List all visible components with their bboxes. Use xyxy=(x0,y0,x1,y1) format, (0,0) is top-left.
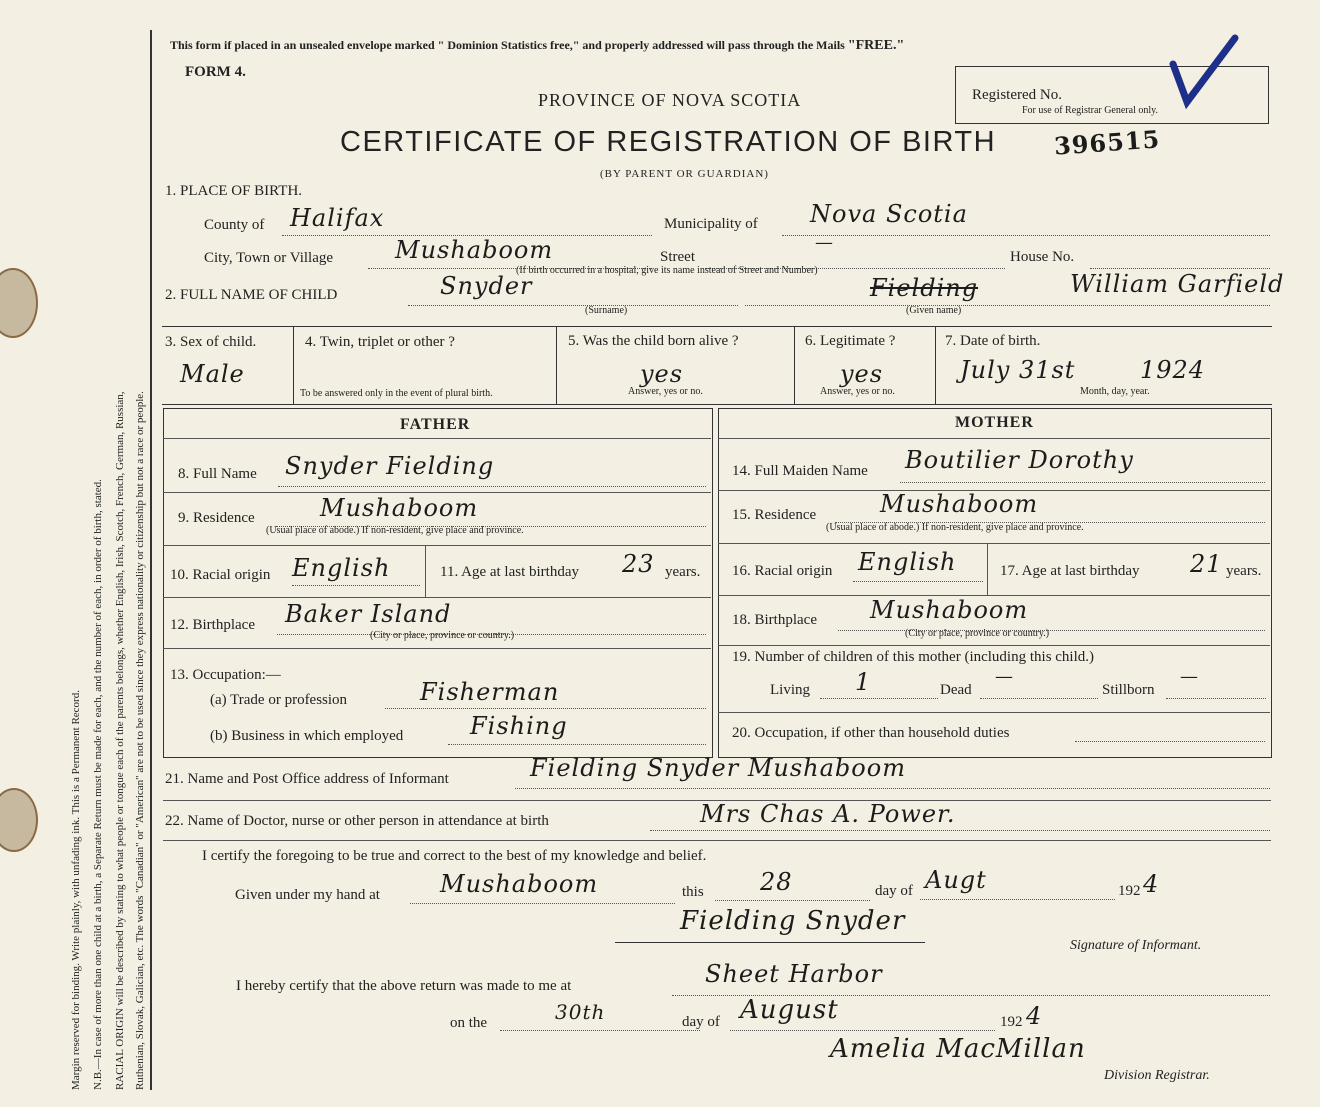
twin-note: To be answered only in the event of plural birth. xyxy=(300,388,493,399)
legitimate-label: 6. Legitimate ? xyxy=(805,333,896,349)
mother-sep-6 xyxy=(718,712,1270,713)
province-heading: PROVINCE OF NOVA SCOTIA xyxy=(538,90,802,110)
given-name-caption: (Given name) xyxy=(906,305,962,316)
father-sep-2 xyxy=(163,492,711,493)
father-name-line xyxy=(278,486,706,487)
father-racial-value: English xyxy=(292,554,391,582)
living-value: 1 xyxy=(855,668,872,696)
return-day-of-label: day of xyxy=(682,1014,720,1030)
father-sep-3 xyxy=(163,545,711,546)
mother-birthplace-label: 18. Birthplace xyxy=(732,612,817,628)
father-birthplace-note: (City or place, province or country.) xyxy=(370,630,515,641)
father-occupation-label: 13. Occupation:— xyxy=(170,667,281,683)
twin-label: 4. Twin, triplet or other ? xyxy=(305,334,455,350)
father-business-label: (b) Business in which employed xyxy=(210,728,404,744)
stillborn-line xyxy=(1166,698,1266,699)
informant-line xyxy=(515,788,1270,789)
mother-children-label: 19. Number of children of this mother (including this child.) xyxy=(732,649,1095,665)
county-value: Halifax xyxy=(290,204,385,232)
return-month-value: August xyxy=(740,995,839,1025)
father-business-value: Fishing xyxy=(470,712,568,740)
municipality-line xyxy=(782,235,1270,236)
informant-signature-underline xyxy=(615,942,925,943)
dead-label: Dead xyxy=(940,682,972,698)
given-place-value: Mushaboom xyxy=(440,870,599,898)
surname-caption: (Surname) xyxy=(585,305,628,316)
house-label: House No. xyxy=(1010,249,1075,265)
this-label: this xyxy=(682,884,704,900)
row-div-4 xyxy=(935,326,936,404)
county-label: County of xyxy=(204,217,265,233)
informant-signature-caption: Signature of Informant. xyxy=(1070,938,1202,953)
mother-age-value: 21 xyxy=(1190,550,1223,578)
doctor-line xyxy=(650,830,1270,831)
mother-birthplace-line xyxy=(838,630,1265,631)
mail-note-text: This form if placed in an unsealed envelope marked " Dominion Statistics free," and properly addressed will pass through the Mails xyxy=(170,38,848,52)
alive-label: 5. Was the child born alive ? xyxy=(568,333,739,349)
return-month-line xyxy=(730,1030,995,1031)
margin-rule xyxy=(150,30,152,1090)
mother-sep-1 xyxy=(718,438,1270,439)
registrar-caption: Division Registrar. xyxy=(1104,1068,1210,1083)
dob-label: 7. Date of birth. xyxy=(945,333,1041,349)
father-sep-1 xyxy=(163,438,711,439)
father-age-unit: years. xyxy=(665,564,701,580)
day-value: 28 xyxy=(760,868,793,896)
check-mark-icon xyxy=(1165,34,1245,114)
given-label: Given under my hand at xyxy=(235,887,380,903)
margin-note-2: N.B.—In case of more than one child at a birth, a Separate Return must be made for each, and the number of each, in order of birth, stated. xyxy=(92,479,104,1090)
legitimate-value: yes xyxy=(840,360,884,388)
father-trade-label: (a) Trade or profession xyxy=(210,692,348,708)
living-label: Living xyxy=(770,682,810,698)
father-residence-note: (Usual place of abode.) If non-resident, give place and province. xyxy=(266,525,524,536)
day-of-label: day of xyxy=(875,883,913,899)
dob-value: July 31st xyxy=(960,356,1076,384)
father-business-line xyxy=(448,744,706,745)
father-residence-value: Mushaboom xyxy=(320,494,479,522)
mother-heading: MOTHER xyxy=(955,414,1034,431)
father-age-label: 11. Age at last birthday xyxy=(440,564,579,580)
sex-label: 3. Sex of child. xyxy=(165,334,257,350)
alive-value: yes xyxy=(640,360,684,388)
stillborn-label: Stillborn xyxy=(1102,682,1155,698)
father-birthplace-value: Baker Island xyxy=(285,600,452,628)
alive-note: Answer, yes or no. xyxy=(628,386,703,397)
father-name-label: 8. Full Name xyxy=(178,466,257,482)
year-prefix: 192 xyxy=(1118,883,1141,899)
given-name-line xyxy=(745,305,1270,306)
father-heading: FATHER xyxy=(400,416,471,433)
street-value: — xyxy=(815,232,834,253)
row-div-1 xyxy=(293,326,294,404)
informant-label: 21. Name and Post Office address of Informant xyxy=(165,771,449,787)
registrar-use-note: For use of Registrar General only. xyxy=(1022,105,1158,116)
dob-year: 1924 xyxy=(1140,356,1206,384)
month-line xyxy=(920,899,1115,900)
child-name-label: 2. FULL NAME OF CHILD xyxy=(165,287,338,303)
margin-note-3: RACIAL ORIGIN will be described by stating to what people or tongue each of the parents belongs, whether English, Irish, Scotch, French, German, Russian, xyxy=(114,391,126,1090)
mother-racial-value: English xyxy=(858,548,957,576)
father-trade-value: Fisherman xyxy=(420,678,560,706)
certificate-title: CERTIFICATE OF REGISTRATION OF BIRTH xyxy=(340,126,997,158)
return-year-suffix: 4 xyxy=(1026,1002,1043,1030)
father-racial-line xyxy=(292,585,420,586)
father-residence-label: 9. Residence xyxy=(178,510,255,526)
mother-racial-line xyxy=(853,581,983,582)
given-place-line xyxy=(410,903,675,904)
registered-label: Registered No. xyxy=(972,87,1062,103)
father-racial-label: 10. Racial origin xyxy=(170,567,271,583)
mother-name-line xyxy=(900,482,1265,483)
mother-residence-note: (Usual place of abode.) If non-resident, give place and province. xyxy=(826,522,1084,533)
father-age-div xyxy=(425,545,426,597)
living-line xyxy=(820,698,938,699)
row-box-bottom xyxy=(162,404,1272,405)
dead-line xyxy=(980,698,1098,699)
child-surname: Snyder xyxy=(440,272,533,300)
form-number: FORM 4. xyxy=(185,64,246,80)
municipality-label: Municipality of xyxy=(664,216,758,232)
mother-occupation-line xyxy=(1075,741,1265,742)
mother-age-label: 17. Age at last birthday xyxy=(1000,563,1140,579)
dead-value: — xyxy=(995,666,1014,687)
return-place-value: Sheet Harbor xyxy=(705,960,883,988)
father-name-value: Snyder Fielding xyxy=(285,452,495,480)
mother-occupation-label: 20. Occupation, if other than household duties xyxy=(732,725,1010,741)
municipality-value: Nova Scotia xyxy=(810,200,968,228)
mother-age-unit: years. xyxy=(1226,563,1262,579)
mother-name-label: 14. Full Maiden Name xyxy=(732,463,868,479)
margin-note-1: Margin reserved for binding. Write plainly, with unfading ink. This is a Permanent Record. xyxy=(70,690,82,1090)
return-year-prefix: 192 xyxy=(1000,1014,1023,1030)
place-of-birth-label: 1. PLACE OF BIRTH. xyxy=(165,183,303,199)
mother-residence-label: 15. Residence xyxy=(732,507,817,523)
father-birthplace-label: 12. Birthplace xyxy=(170,617,255,633)
certify-text: I certify the foregoing to be true and correct to the best of my knowledge and belief. xyxy=(202,848,707,864)
child-given-name: William Garfield xyxy=(1070,270,1285,298)
stillborn-value: — xyxy=(1180,666,1199,687)
city-label: City, Town or Village xyxy=(204,250,334,266)
return-day-line xyxy=(500,1030,700,1031)
hospital-note: (If birth occurred in a hospital, give its name instead of Street and Number) xyxy=(516,265,818,276)
doctor-sep xyxy=(163,840,1271,841)
father-trade-line xyxy=(385,708,706,709)
doctor-label: 22. Name of Doctor, nurse or other person in attendance at birth xyxy=(165,813,549,829)
mother-sep-5 xyxy=(718,645,1270,646)
registered-number: 396515 xyxy=(1053,124,1162,161)
mother-age-div xyxy=(987,543,988,595)
mother-sep-3 xyxy=(718,543,1270,544)
month-value: Augt xyxy=(925,866,987,894)
mother-birthplace-note: (City or place, province or country.) xyxy=(905,628,1050,639)
year-suffix: 4 xyxy=(1143,870,1160,898)
margin-note-4: Ruthenian, Slovak, Galician, etc. The words "Canadian" or "American" are not to be used since they express nationality or citizenship but not a race or people. xyxy=(134,391,146,1090)
registrar-signature: Amelia MacMillan xyxy=(830,1034,1086,1064)
mail-note xyxy=(170,38,904,54)
city-value: Mushaboom xyxy=(395,236,554,264)
informant-signature: Fielding Snyder xyxy=(680,906,906,936)
return-text: I hereby certify that the above return was made to me at xyxy=(236,978,572,994)
day-line xyxy=(715,900,870,901)
surname-line xyxy=(408,305,738,306)
street-label: Street xyxy=(660,249,695,265)
father-sep-4 xyxy=(163,597,711,598)
doctor-value: Mrs Chas A. Power. xyxy=(700,800,956,828)
mother-birthplace-value: Mushaboom xyxy=(870,596,1029,624)
mail-note-free: "FREE." xyxy=(847,38,905,53)
house-line xyxy=(1090,268,1270,269)
binding-hole-bottom xyxy=(0,788,38,852)
informant-value: Fielding Snyder Mushaboom xyxy=(530,754,906,782)
return-day-value: 30th xyxy=(555,1000,606,1024)
row-div-3 xyxy=(794,326,795,404)
certificate-subtitle: (BY PARENT OR GUARDIAN) xyxy=(600,168,769,180)
father-age-value: 23 xyxy=(622,550,655,578)
row-div-2 xyxy=(556,326,557,404)
on-the-label: on the xyxy=(450,1015,488,1031)
mother-racial-label: 16. Racial origin xyxy=(732,563,833,579)
child-struck-name: Fielding xyxy=(870,274,979,302)
sex-value: Male xyxy=(180,360,245,388)
binding-hole-top xyxy=(0,268,38,338)
father-sep-5 xyxy=(163,648,711,649)
row-box-top xyxy=(162,326,1272,327)
mother-name-value: Boutilier Dorothy xyxy=(905,446,1134,474)
legitimate-note: Answer, yes or no. xyxy=(820,386,895,397)
mother-residence-value: Mushaboom xyxy=(880,490,1039,518)
dob-note: Month, day, year. xyxy=(1080,386,1150,397)
